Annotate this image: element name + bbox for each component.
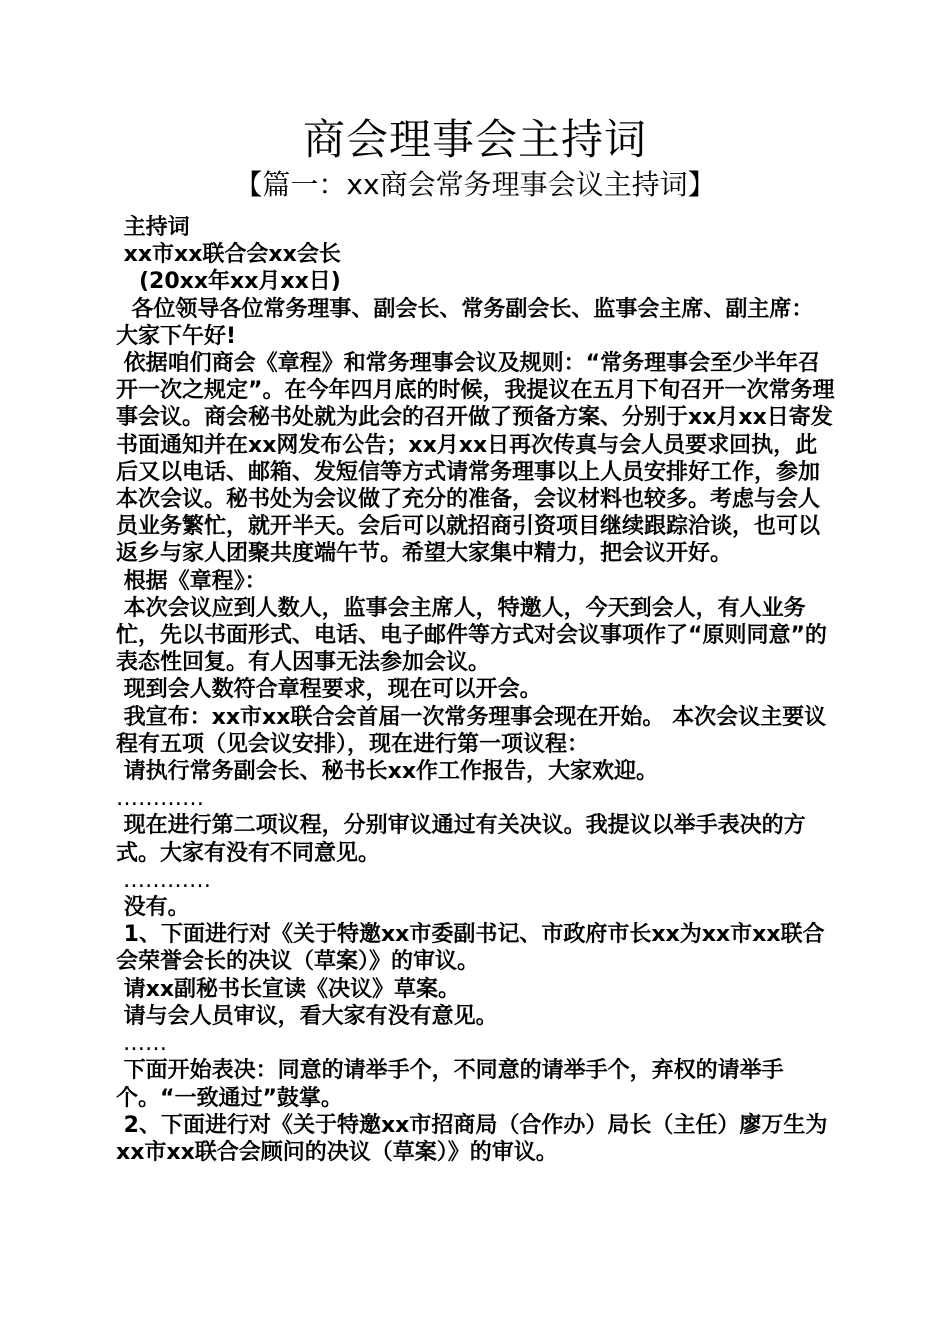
paragraph-ellipsis: …… (116, 1031, 167, 1057)
paragraph-review: 请与会人员审议，看大家有没有意见。 (116, 1003, 498, 1029)
paragraph-none: 没有。 (116, 895, 190, 921)
paragraph-speaker: xx市xx联合会xx会长 (116, 242, 341, 268)
paragraph-charter: 根据《章程》： (116, 568, 267, 594)
paragraph-vote: 下面开始表决：同意的请举手个，不同意的请举手个，弃权的请举手个。“一致通过”鼓掌。 (116, 1058, 784, 1111)
paragraph-report: 请执行常务副会长、秘书长xx作工作报告，大家欢迎。 (116, 759, 659, 785)
paragraph-announcement: 我宣布：xx市xx联合会首届一次常务理事会现在开始。 本次会议主要议程有五项（见会议安排），现在进行第一项议程： (116, 704, 827, 757)
paragraph-background: 依据咱们商会《章程》和常务理事会议及规则：“常务理事会至少半年召开一次之规定”。在今年四月底的时候，我提议在五月下旬召开一次常务理事会议。商会秘书处就为此会的召开做了预备方案、分别于xx月xx日寄发书面通知并在xx网发布公告；xx月xx日再次传真与会人员要求回执，此后又以电话、邮箱、发短信等方式请常务理事以上人员安排好工作，参加本次会议。秘书处为会议做了充分的准备，会议材料也较多。考虑与会人员业务繁忙，就开半天。会后可以就招商引资项目继续跟踪洽谈，也可以返乡与家人团聚共度端午节。希望大家集中精力，把会议开好。 (116, 351, 835, 567)
paragraph-resolution-1: 1、下面进行对《关于特邀xx市委副书记、市政府市长xx为xx市xx联合会荣誉会长的决议（草案）》的审议。 (116, 922, 825, 975)
paragraph-greeting: 各位领导各位常务理事、副会长、常务副会长、监事会主席、副主席： 大家下午好! (116, 296, 822, 349)
paragraph-attendance: 本次会议应到人数人，监事会主席人，特邀人，今天到会人，有人业务忙，先以书面形式、电话、电子邮件等方式对会议事项作了“原则同意”的表态性回复。有人因事无法参加会议。 (116, 595, 827, 676)
paragraph-quorum: 现到会人数符合章程要求，现在可以开会。 (116, 677, 542, 703)
paragraph-ellipsis: ………… (116, 786, 204, 812)
paragraph-read-draft: 请xx副秘书长宣读《决议》草案。 (116, 976, 461, 1002)
paragraph-heading: 主持词 (116, 215, 190, 240)
document-body (116, 214, 838, 1166)
paragraph-resolution-2: 2、下面进行对《关于特邀xx市招商局（合作办）局长（主任）廖万生为xx市xx联合会顾问的决议（草案）》的审议。 (116, 1112, 828, 1165)
paragraph-ellipsis: ………… (116, 867, 211, 893)
paragraph-second-agenda: 现在进行第二项议程，分别审议通过有关决议。我提议以举手表决的方式。大家有没有不同意见。 (116, 813, 806, 866)
document-subtitle: 【篇一：xx商会常务理事会议主持词】 (234, 168, 716, 201)
document-title: 商会理事会主持词 (302, 115, 647, 164)
paragraph-date: (20xx年xx月xx日) (116, 269, 341, 295)
